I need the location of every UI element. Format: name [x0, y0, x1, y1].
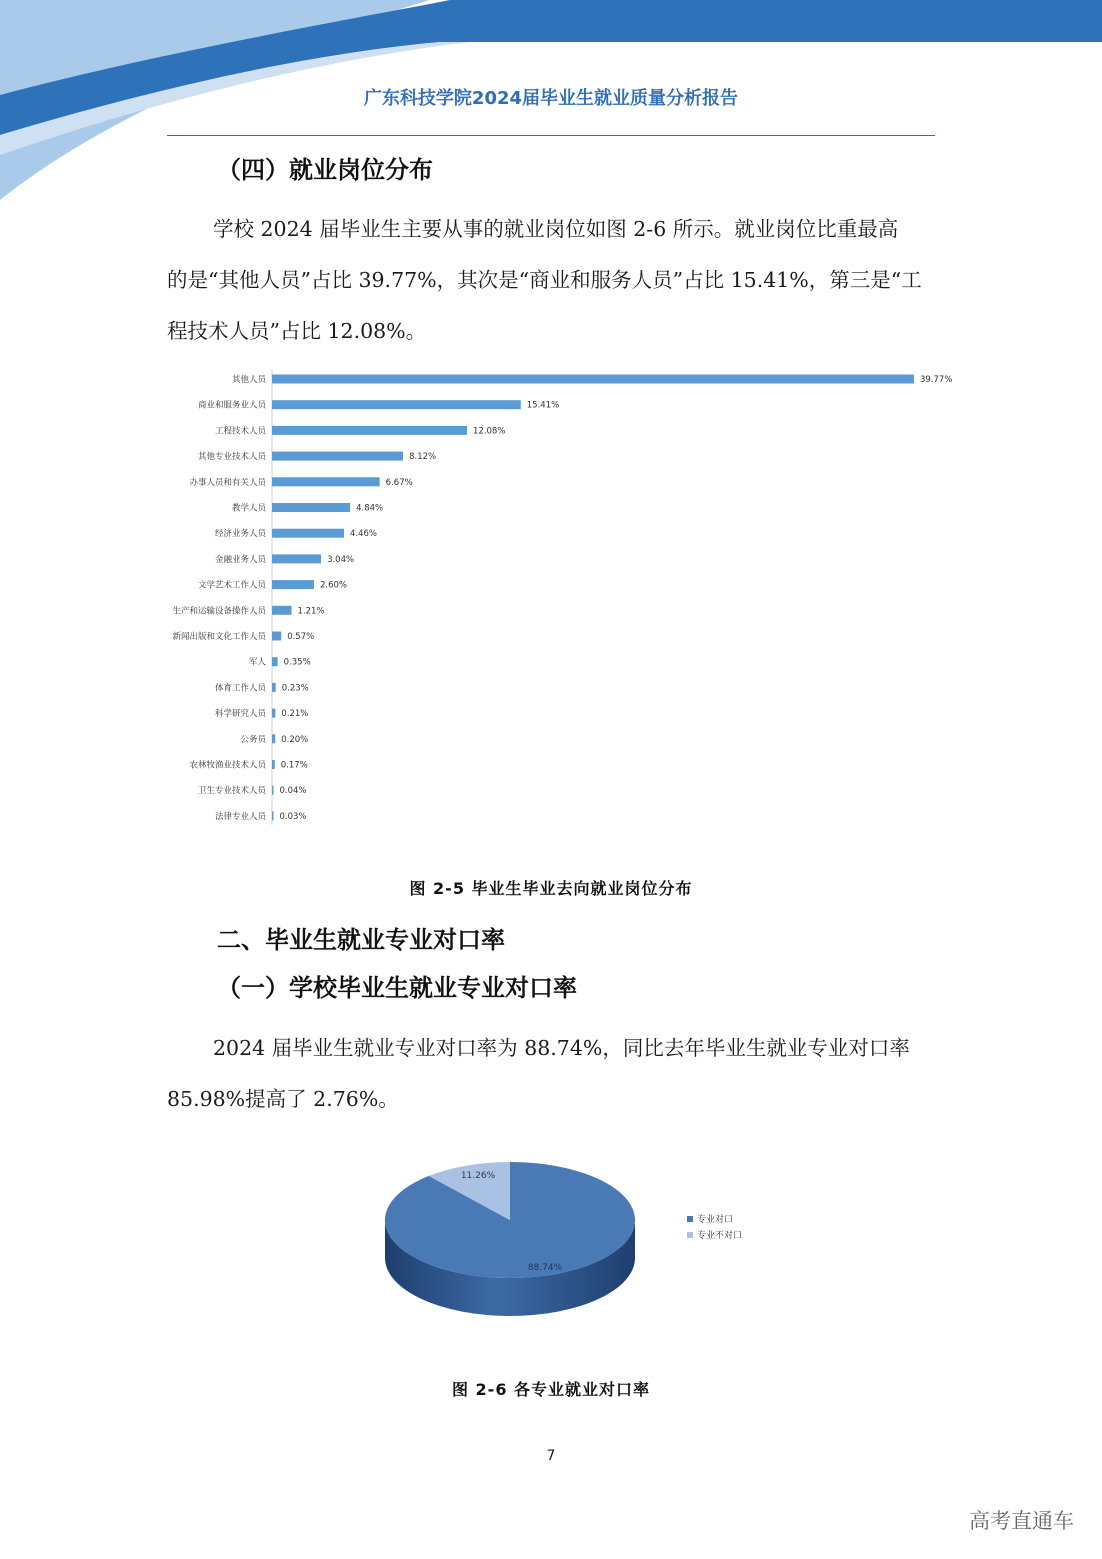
paragraph-line: 2024 届毕业生就业专业对口率为 88.74%，同比去年毕业生就业专业对口率 — [213, 1036, 910, 1060]
legend-swatch — [687, 1232, 693, 1238]
header-divider — [167, 135, 935, 136]
bar — [272, 786, 274, 795]
bar-value-label: 4.46% — [349, 529, 378, 540]
bar-category-label: 商业和服务业人员 — [197, 400, 266, 411]
bar-category-label: 经济业务人员 — [214, 529, 266, 540]
bar-category-label: 其他人员 — [231, 375, 266, 385]
bar-category-label: 体育工作人员 — [214, 683, 266, 694]
paragraph-line: 的是“其他人员”占比 39.77%，其次是“商业和服务人员”占比 15.41%，第三是“工 — [167, 268, 922, 292]
bar-value-label: 0.57% — [287, 632, 315, 642]
bar-category-label: 卫生专业技术人员 — [197, 786, 266, 797]
bar-value-label: 15.41% — [526, 400, 560, 411]
bar — [272, 400, 521, 409]
section-heading-match-rate: 二、毕业生就业专业对口率 — [217, 926, 505, 954]
bar-category-label: 工程技术人员 — [214, 426, 266, 437]
bar-category-label: 新闻出版和文化工作人员 — [172, 632, 266, 642]
bar-value-label: 3.04% — [327, 554, 355, 565]
section-heading-positions: （四）就业岗位分布 — [217, 156, 433, 184]
bar — [272, 734, 275, 743]
legend-label: 专业不对口 — [697, 1231, 743, 1241]
bar-value-label: 1.21% — [297, 606, 325, 617]
bar-category-label: 公务员 — [240, 734, 266, 745]
bar-value-label: 0.20% — [281, 734, 309, 745]
bar-category-label: 农林牧渔业技术人员 — [189, 760, 266, 771]
bar — [272, 426, 467, 435]
bar — [272, 452, 403, 461]
bar-value-label: 39.77% — [920, 375, 953, 385]
bar-value-label: 0.21% — [281, 709, 309, 720]
bar-value-label: 6.67% — [385, 477, 413, 488]
figure-caption-2-5: 图 2-5 毕业生毕业去向就业岗位分布 — [409, 879, 693, 898]
bar — [272, 529, 344, 538]
bar — [272, 657, 278, 666]
bar-category-label: 教学人员 — [231, 503, 266, 514]
paragraph-positions — [167, 204, 935, 357]
bar — [272, 503, 350, 512]
legend-label: 专业对口 — [697, 1215, 734, 1225]
bar-category-label: 军人 — [248, 657, 266, 668]
bar-category-label: 科学研究人员 — [214, 709, 266, 720]
bar-value-label: 0.03% — [279, 811, 307, 822]
bar-category-label: 办事人员和有关人员 — [189, 477, 266, 488]
bar — [272, 683, 276, 692]
bar-category-label: 金融业务人员 — [214, 554, 266, 565]
page-number: 7 — [546, 1448, 556, 1464]
figure-caption-2-6: 图 2-6 各专业就业对口率 — [451, 1380, 651, 1399]
bar-value-label: 2.60% — [319, 580, 347, 591]
bar-category-label: 法律专业人员 — [214, 811, 266, 822]
watermark: 高考直通车 — [969, 1509, 1074, 1533]
bar — [272, 477, 380, 486]
bar — [272, 375, 914, 384]
bar-category-label: 其他专业技术人员 — [197, 452, 266, 463]
paragraph-match-rate — [167, 1023, 935, 1125]
bar-value-label: 0.04% — [279, 786, 307, 797]
paragraph-line: 程技术人员”占比 12.08%。 — [167, 319, 427, 343]
bar-category-label: 生产和运输设备操作人员 — [172, 606, 266, 617]
bar — [272, 580, 314, 589]
bar — [272, 554, 321, 563]
match-rate-pie-chart — [370, 1150, 770, 1330]
bar — [272, 760, 275, 769]
pie-label-minor: 11.26% — [460, 1171, 496, 1181]
subsection-heading-school-match-rate: （一）学校毕业生就业专业对口率 — [217, 974, 577, 1002]
bar-value-label: 0.35% — [283, 657, 311, 668]
bar-value-label: 4.84% — [356, 503, 384, 514]
pie-label-major: 88.74% — [527, 1263, 563, 1273]
bar-value-label: 0.17% — [280, 760, 308, 771]
bar — [272, 632, 281, 641]
bar — [272, 811, 274, 820]
legend-swatch — [687, 1216, 693, 1222]
paragraph-line: 85.98%提高了 2.76%。 — [167, 1087, 399, 1111]
bar-value-label: 0.23% — [281, 683, 309, 694]
bar-category-label: 文学艺术工作人员 — [197, 580, 266, 591]
paragraph-line: 学校 2024 届毕业生主要从事的就业岗位如图 2-6 所示。就业岗位比重最高 — [213, 217, 899, 241]
bar — [272, 606, 292, 615]
report-title: 广东科技学院2024届毕业生就业质量分析报告 — [363, 88, 739, 109]
bar-value-label: 8.12% — [409, 452, 437, 463]
bar-value-label: 12.08% — [473, 426, 506, 437]
positions-bar-chart — [160, 365, 960, 830]
bar — [272, 709, 275, 718]
